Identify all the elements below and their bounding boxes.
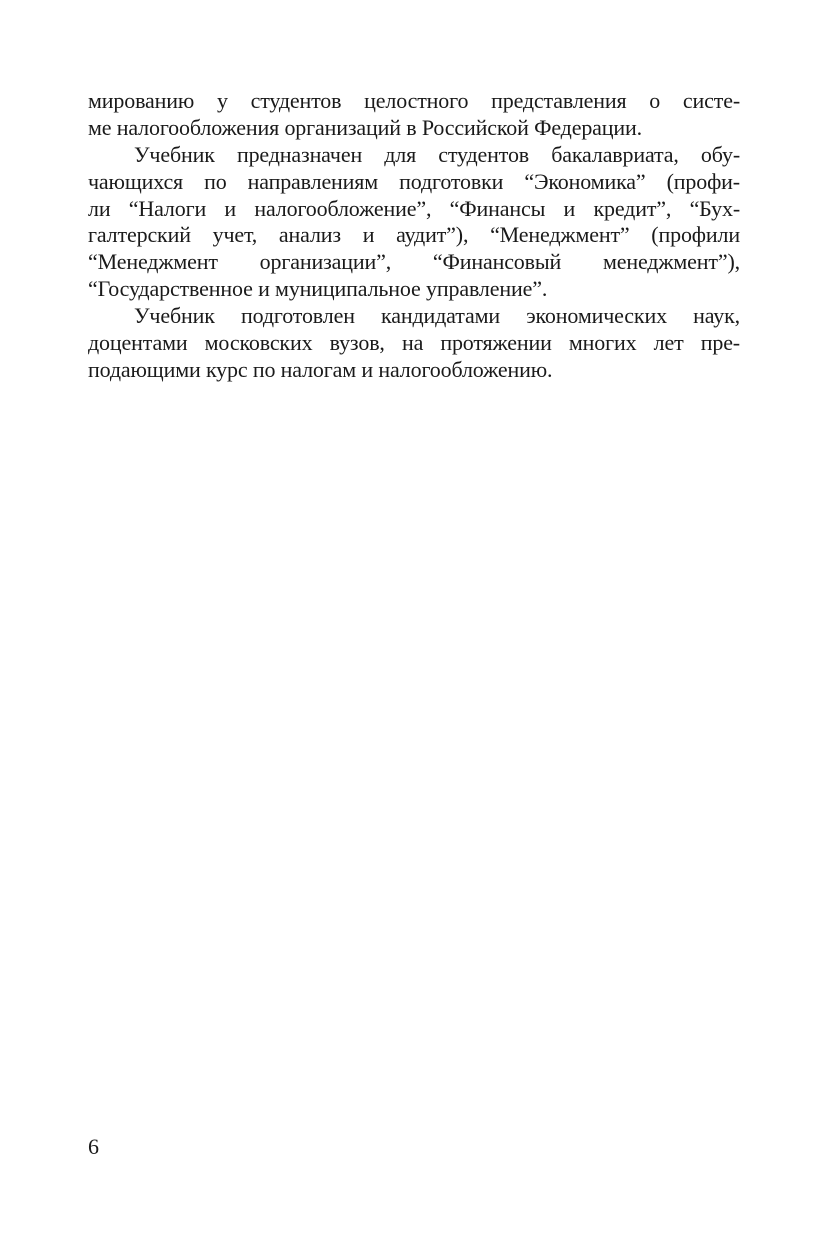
text-line: “Государственное и муниципальное управление”. bbox=[88, 276, 548, 302]
paragraph-3 bbox=[88, 303, 740, 384]
text-line: мированию у студентов целостного представления о систе- bbox=[88, 88, 740, 113]
text-line: галтерский учет, анализ и аудит”), “Менеджмент” (профили bbox=[88, 222, 740, 248]
text-line: доцентами московских вузов, на протяжении многих лет пре- bbox=[88, 330, 740, 356]
text-line: Учебник предназначен для студентов бакалавриата, обу- bbox=[134, 141, 740, 167]
text-line: Учебник подготовлен кандидатами экономических наук, bbox=[134, 303, 740, 329]
text-line: подающими курс по налогам и налогообложению. bbox=[88, 356, 553, 382]
paragraph-1 bbox=[88, 88, 740, 142]
body-text bbox=[88, 88, 740, 384]
text-line: ли “Налоги и налогообложение”, “Финансы и кредит”, “Бух- bbox=[88, 195, 740, 221]
paragraph-2 bbox=[88, 142, 740, 303]
text-line: ме налогообложения организаций в Российской Федерации. bbox=[88, 114, 643, 140]
page-number: 6 bbox=[88, 1134, 99, 1159]
text-line: “Менеджмент организации”, “Финансовый менеджмент”), bbox=[88, 249, 740, 275]
text-line: чающихся по направлениям подготовки “Экономика” (профи- bbox=[88, 168, 740, 194]
